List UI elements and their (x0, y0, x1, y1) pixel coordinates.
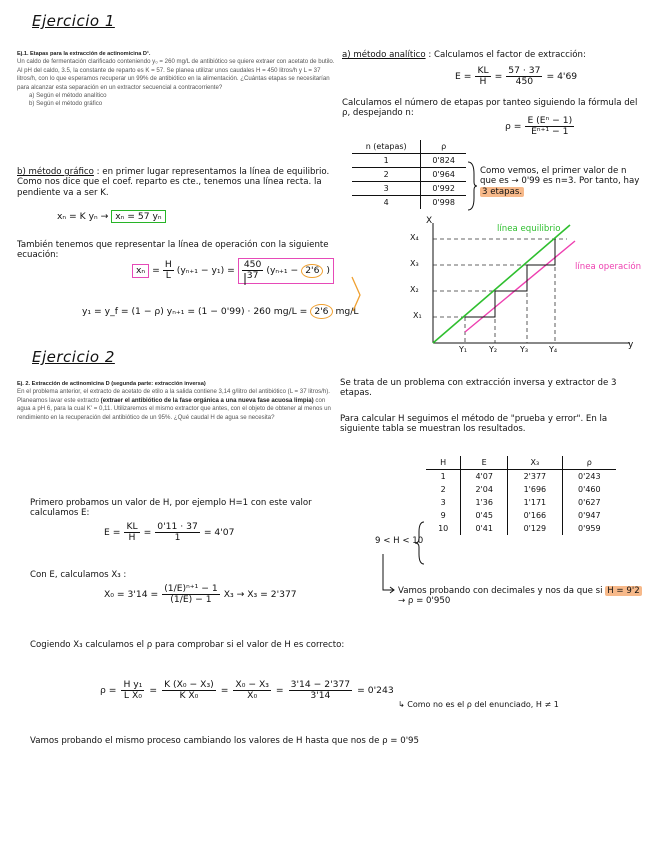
operation-line-label: línea operación (575, 262, 642, 272)
ex1-title: Ejercicio 1 (32, 12, 115, 30)
table-row: 4 0'998 (352, 196, 466, 210)
graph-x-axis-label: X (426, 216, 433, 226)
table-row: 1 0'824 (352, 154, 466, 168)
equilibrium-line-label: línea equilibrio (497, 224, 561, 234)
graph-tick-y1: Y₁ (459, 345, 468, 354)
stages-col-n: n (etapas) (352, 140, 421, 154)
y1-unit: mg/L (335, 306, 359, 317)
graph-tick-y2: Y₂ (489, 345, 498, 354)
anal-method-text (342, 50, 642, 60)
graf-method-body: : en primer lugar representamos la línea de equilibrio. Como nos dice que el coef. reparto es cte., tenemos una línea recta. la pendiente va a ser K. (17, 167, 330, 198)
op-rhs-boxed: $\frac{450}{37}$ (yₙ₊₁ − 2'6 ) (238, 258, 334, 284)
circle-connector (240, 265, 370, 325)
graph-tick-x3: X₃ (410, 259, 419, 268)
rho-check-text: Cogiendo X₃ calculamos el ρ para comprobar si el valor de H es correcto: (30, 640, 345, 650)
E-frac2: $\frac{57 \cdot 37}{450}$ (508, 65, 541, 88)
table-row: 3 0'992 (352, 182, 466, 196)
stages-table-header (352, 140, 466, 154)
decimal-arrow (378, 552, 398, 597)
ex2-statement: Ej. 2. Extracción de actinomicina D (segunda parte: extracción inversa) En el problema anterior, el extracto de acetato de etilo a la salida contiene 3,14 g/litro del antibiótico (L = 37 litros/h). Planeamos lavar este extracto (extraer el antibiótico de la fase orgánica a una nueva fase acuosa limpia) con agua a pH 6, para la cual K' = 0,11. Utilizaremos el mismo extractor que antes, con el objeto de obtener al menos un rendimiento en la recuperación del antibiótico de un 95%. ¿Qué caudal H de agua se necesita? (17, 380, 333, 422)
range-brace (414, 520, 426, 566)
anal-method-body: : Calculamos el factor de extracción: (428, 50, 586, 60)
stages-text: Calculamos el número de etapas por tanteo siguiendo la fórmula del ρ, despejando n: (342, 98, 638, 119)
graph-tick-x1: X₁ (413, 311, 422, 320)
conclusion-line1: Como vemos, el primer valor de n que es → 0'99 es n=3. (480, 166, 627, 187)
ex1-statement-body: Un caldo de fermentación clarificado conteniendo y₀ = 260 mg/L de antibiótico se quiere extraer con acetato de butilo. Al pH del caldo, 3.5, la constante de reparto es K = 57. Se planea utilizar unos caudales H = 450 litros/h y L = 37 litros/h, con lo que esperamos recuperar un 99% de antibiótico en la alimentación. ¿Cuántas etapas se necesitarían para alcanzar esta separación en un extractor secuencial a contracorriente? (17, 58, 335, 91)
range-label: 9 < H < 10 (375, 536, 424, 546)
x0-equation: X₀ = 3'14 = $\frac{\text{(1/E)ⁿ⁺¹ − 1}}{(1/E) - 1}$ X₃ → X₃ = 2'377 (104, 583, 297, 606)
graph-tick-y4: Y₄ (549, 345, 558, 354)
conclusion-highlight: 3 etapas. (482, 186, 523, 197)
graph-tick-y3: Y₃ (520, 345, 529, 354)
E-result: = 4'69 (546, 70, 578, 82)
equilibrium-equation (57, 212, 166, 222)
stages-conclusion (480, 166, 645, 197)
op-eq-sign: = (152, 264, 160, 276)
graf-method-label: b) método gráfico (17, 167, 94, 177)
operation-line-text: También tenemos que representar la línea de operación con la siguiente ecuación: (17, 240, 329, 261)
equilibrium-line (433, 225, 570, 343)
op-ratio: $\frac{H}{L}$ (164, 259, 172, 282)
rho-formula: ρ = $\frac{\text{E (Eⁿ − 1)}}{\text{Eⁿ⁺¹ − 1}}$ (505, 115, 573, 138)
ex2-heading: Ej. 2. Extracción de actinomicina D (segunda parte: extracción inversa) (17, 381, 206, 387)
graph-tick-x2: X₂ (410, 285, 419, 294)
decimal-highlight: H = 9'2 (607, 586, 640, 596)
equilibrium-eq-lhs: xₙ = K yₙ → (57, 211, 109, 222)
y1-eq-text: y₁ = y_f = (1 − ρ) yₙ₊₁ = (1 − 0'99) · 260 mg/L = (82, 306, 308, 317)
op-lhs-boxed: xₙ (132, 264, 149, 278)
try-text: Primero probamos un valor de H, por ejemplo H=1 con este valor calculamos E: (30, 498, 312, 519)
anal-method-label: a) método analítico (342, 50, 426, 60)
table-row: 9 0'45 0'166 0'947 (426, 509, 616, 522)
stages-table (352, 140, 466, 209)
table-brace (466, 160, 478, 212)
rho2-equation: ρ = $\frac{\text{H y₁}}{\text{L X₀}}$ = $\frac{\text{K (X₀ − X₃)}}{\text{K X₀}}$ = $\frac{\text{X₀ − X₃}}{\text{X₀}}$ = $\frac{3'14 - 2'377}{3'14}$ = 0'243 (100, 679, 394, 702)
table-row: 10 0'41 0'129 0'959 (426, 522, 616, 535)
equilibrium-eq-boxed: xₙ = 57 yₙ (111, 210, 165, 223)
final-text: Vamos probando el mismo proceso cambiando los valores de H hasta que nos de ρ = 0'95 (30, 736, 419, 746)
trial-table (426, 456, 616, 535)
table-row: 3 1'36 1'171 0'627 (426, 496, 616, 509)
E-frac1: $\frac{KL}{H}$ (477, 65, 489, 88)
decimal-result: → ρ = 0'950 (398, 596, 451, 607)
stages-col-rho: ρ (421, 140, 466, 154)
E2-result: = 4'07 (203, 526, 235, 538)
ex1-option-a: a) Según el método analítico (29, 92, 107, 100)
ex1-option-b: b) Según el método gráfico (29, 100, 103, 108)
trial-table-header: H E X₃ ρ (426, 456, 616, 470)
E2-equation: E = $\frac{KL}{H}$ = $\frac{0'11 \cdot 37}{1}$ = 4'07 (104, 521, 235, 544)
ex2-intro: Se trata de un problema con extracción inversa y extractor de 3 etapas. (340, 378, 617, 399)
ex2-statement-bold: (extraer el antibiótico de la fase orgánica a una nueva fase acuosa limpia) (100, 396, 314, 404)
rho2-result: = 0'243 (357, 684, 394, 696)
graph-tick-x4: X₄ (410, 233, 419, 242)
op-middle: (yₙ₊₁ − y₁) = (176, 264, 235, 276)
operation-line (465, 241, 575, 332)
op-circled-value: 2'6 (301, 264, 323, 278)
ex1-heading: Ej.1. Etapas para la extracción de actinomicina D¹. (17, 51, 151, 57)
stage-graph (405, 215, 650, 360)
table-row: 2 2'04 1'696 0'460 (426, 483, 616, 496)
extraction-factor-eq: E = $\frac{KL}{H}$ = $\frac{57 \cdot 37}{450}$ = 4'69 (455, 65, 578, 88)
graf-method-text (17, 167, 337, 198)
ex2-title: Ejercicio 2 (32, 348, 115, 366)
ex2-method: Para calcular H seguimos el método de "prueba y error". En la siguiente tabla se muestran los resultados. (340, 414, 608, 435)
conclusion-line2: Por tanto, hay (578, 176, 640, 187)
graph-y-axis-label: y (628, 340, 634, 350)
ex1-statement (17, 50, 335, 109)
table-row: 1 4'07 2'377 0'243 (426, 470, 616, 484)
x3-text: Con E, calculamos X₃ : (30, 570, 127, 580)
rho2-note: ↳ Como no es el ρ del enunciado, H ≠ 1 (398, 700, 559, 709)
y1-circled-value: 2'6 (310, 304, 332, 319)
decimal-note: Vamos probando con decimales y nos da que si H = 9'2 → ρ = 0'950 (398, 586, 640, 607)
table-row: 2 0'964 (352, 168, 466, 182)
stage-steps (465, 239, 555, 317)
